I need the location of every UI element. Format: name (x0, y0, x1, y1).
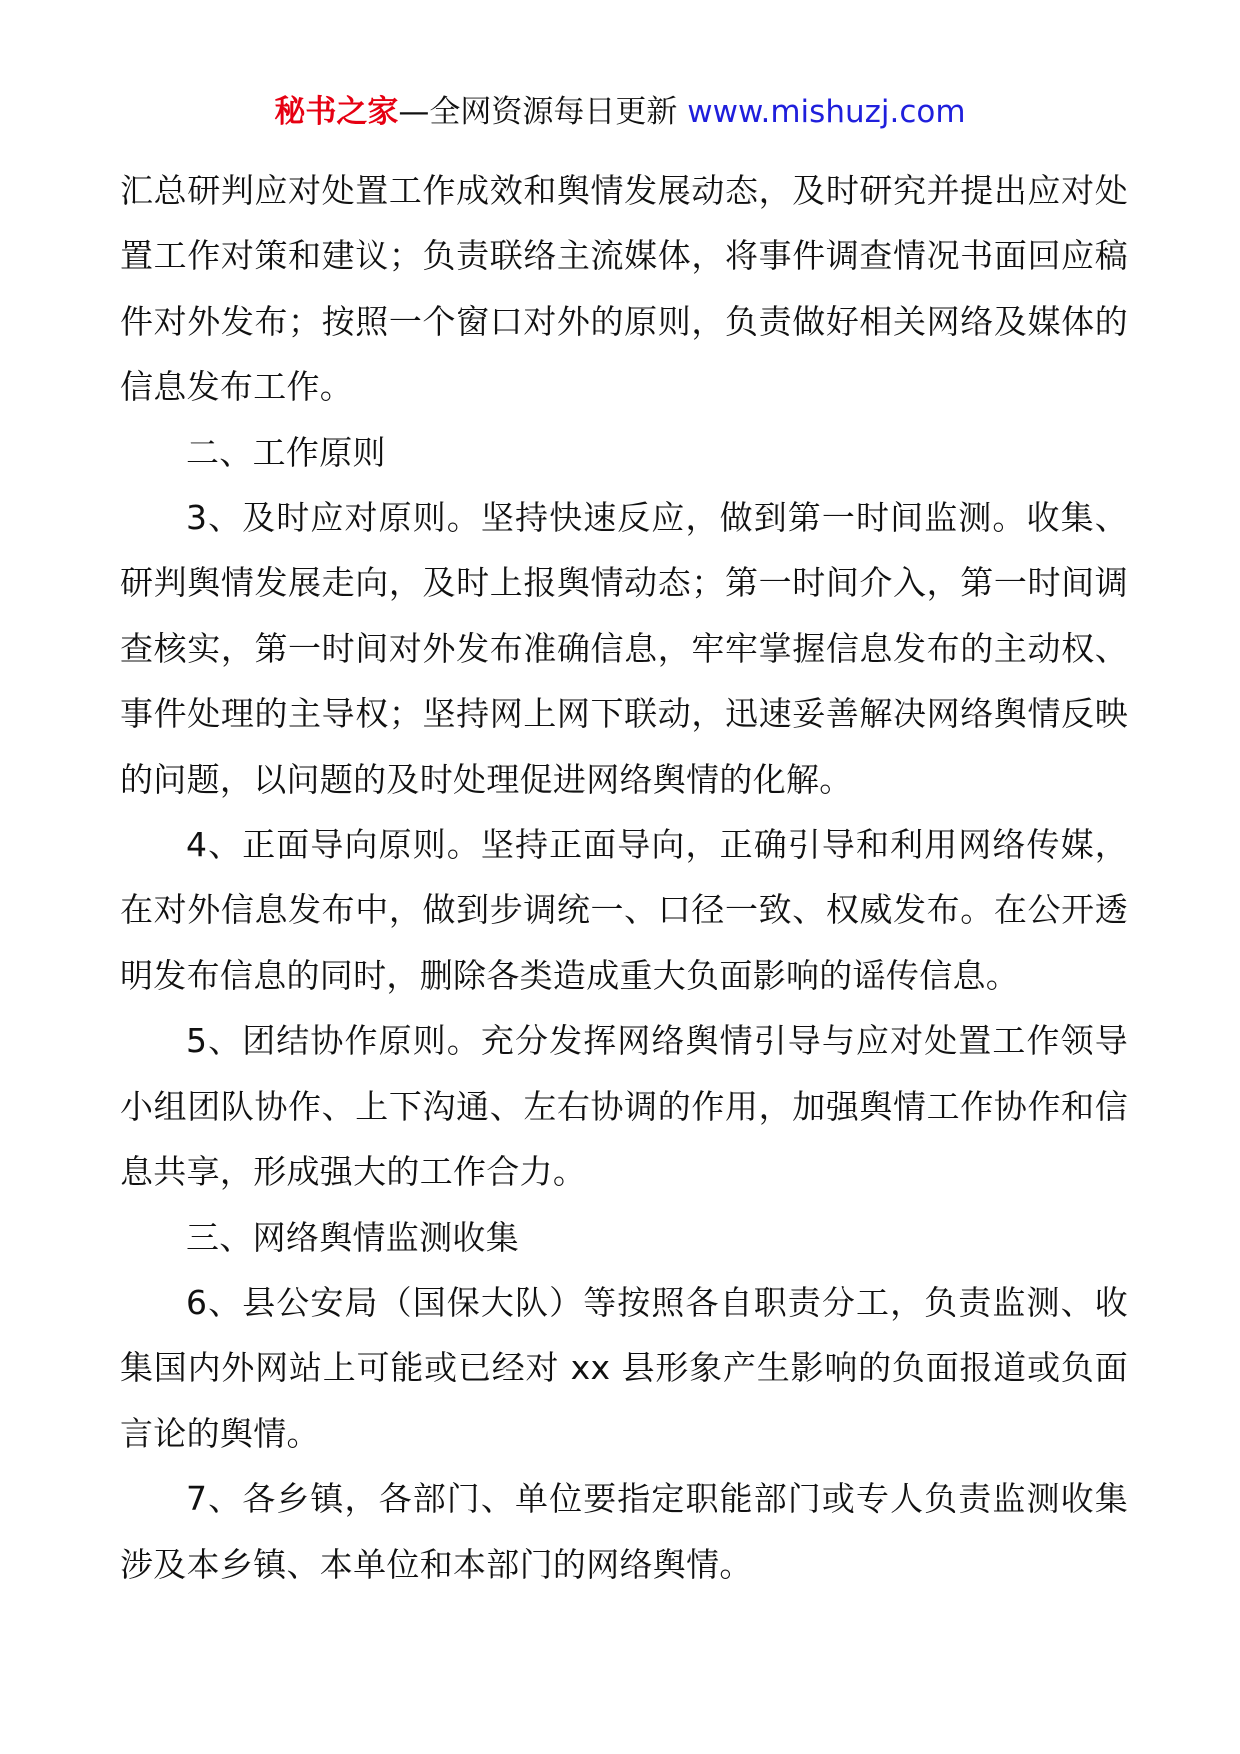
header-tagline: —全网资源每日更新 (398, 94, 688, 130)
section-heading-monitoring: 三、网络舆情监测收集 (186, 1217, 519, 1257)
paragraph-item-7: 7、各乡镇，各部门、单位要指定职能部门或专人负责监测收集涉及本乡镇、本单位和本部门的网络舆情。 (120, 1479, 1128, 1584)
document-header (0, 92, 1240, 132)
paragraph-item-3: 3、及时应对原则。坚持快速反应，做到第一时间监测。收集、研判舆情发展走向，及时上报舆情动态；第一时间介入，第一时间调查核实，第一时间对外发布准确信息，牢牢掌握信息发布的主动权、事件处理的主导权；坚持网上网下联动，迅速妥善解决网络舆情反映的问题，以问题的及时处理促进网络舆情的化解。 (120, 498, 1128, 799)
paragraph-item-5: 5、团结协作原则。充分发挥网络舆情引导与应对处置工作领导小组团队协作、上下沟通、左右协调的作用，加强舆情工作协作和信息共享，形成强大的工作合力。 (120, 1021, 1128, 1192)
site-url-link[interactable]: www.mishuzj.com (687, 94, 966, 130)
document-body (120, 158, 1128, 1597)
section-heading-work-principles: 二、工作原则 (186, 432, 386, 472)
brand-name: 秘书之家 (274, 94, 399, 130)
paragraph-continued: 汇总研判应对处置工作成效和舆情发展动态，及时研究并提出应对处置工作对策和建议；负责联络主流媒体，将事件调查情况书面回应稿件对外发布；按照一个窗口对外的原则，负责做好相关网络及媒体的信息发布工作。 (120, 171, 1128, 407)
paragraph-item-6: 6、县公安局（国保大队）等按照各自职责分工，负责监测、收集国内外网站上可能或已经对 xx 县形象产生影响的负面报道或负面言论的舆情。 (120, 1282, 1128, 1453)
paragraph-item-4: 4、正面导向原则。坚持正面导向，正确引导和利用网络传媒，在对外信息发布中，做到步调统一、口径一致、权威发布。在公开透明发布信息的同时，删除各类造成重大负面影响的谣传信息。 (120, 825, 1128, 995)
